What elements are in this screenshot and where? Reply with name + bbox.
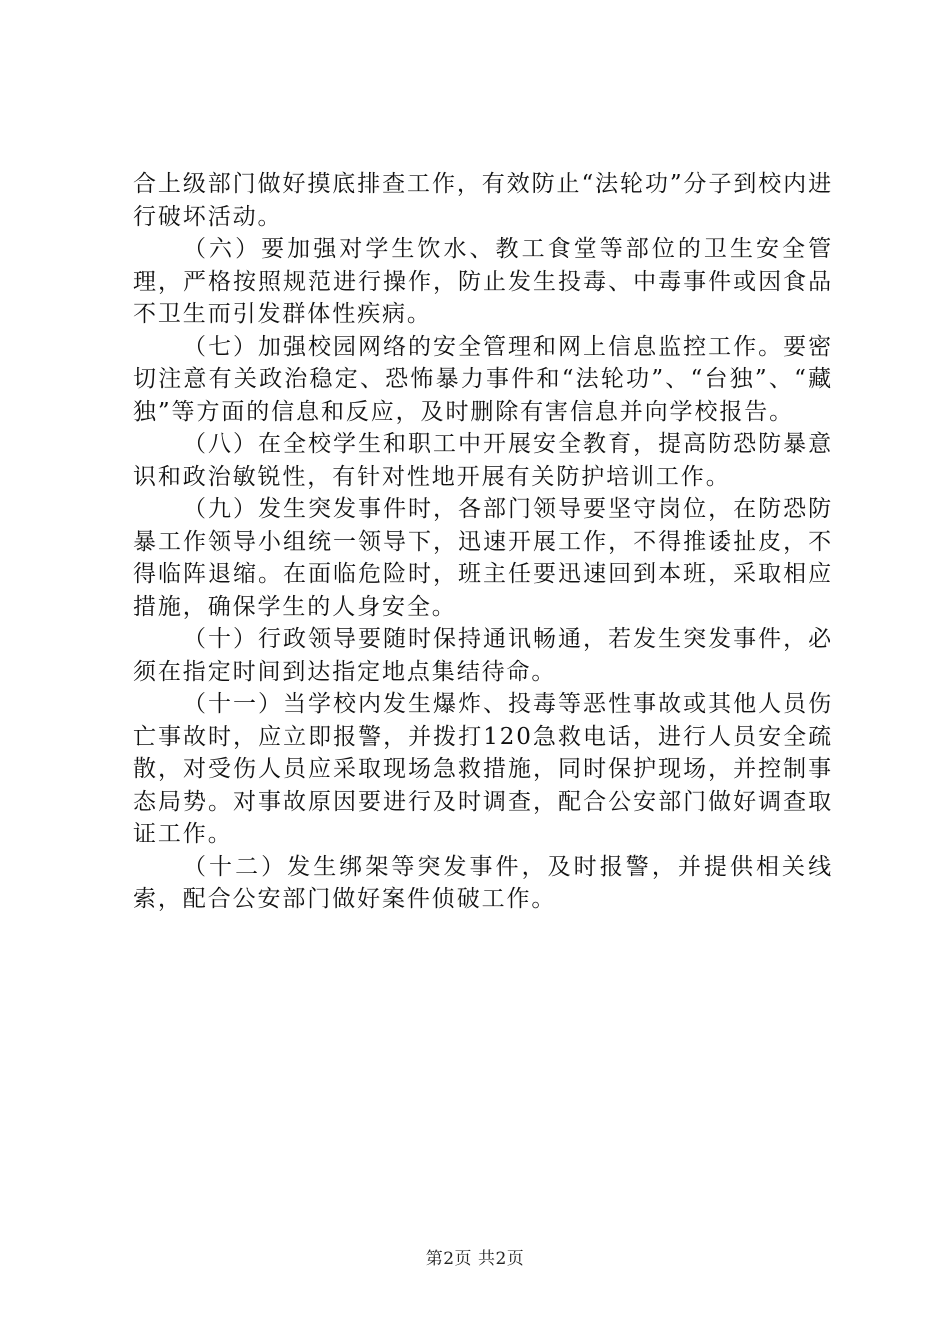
paragraph-9: （九）发生突发事件时，各部门领导要坚守岗位，在防恐防暴工作领导小组统一领导下，迅速开展工作，不得推诿扯皮，不得临阵退缩。在面临危险时，班主任要迅速回到本班，采取相应措施，确保学生的人身安全。 — [133, 496, 833, 620]
paragraph-8: （八）在全校学生和职工中开展安全教育，提高防恐防暴意识和政治敏锐性，有针对性地开展有关防护培训工作。 — [133, 431, 833, 490]
paragraph-7: （七）加强校园网络的安全管理和网上信息监控工作。要密切注意有关政治稳定、恐怖暴力事件和“法轮功”、“台独”、“藏独”等方面的信息和反应，及时删除有害信息并向学校报告。 — [133, 333, 833, 425]
paragraph-6: （六）要加强对学生饮水、教工食堂等部位的卫生安全管理，严格按照规范进行操作，防止发生投毒、中毒事件或因食品不卫生而引发群体性疾病。 — [133, 236, 833, 327]
continuation-paragraph: 合上级部门做好摸底排查工作，有效防止“法轮功”分子到校内进行破坏活动。 — [133, 171, 833, 230]
paragraph-10: （十）行政领导要随时保持通讯畅通，若发生突发事件，必须在指定时间到达指定地点集结待命。 — [133, 626, 833, 685]
document-body — [133, 168, 833, 916]
paragraph-12: （十二）发生绑架等突发事件，及时报警，并提供相关线索，配合公安部门做好案件侦破工作。 — [133, 853, 833, 912]
page-number: 第2页 共2页 — [425, 1249, 525, 1269]
paragraph-11: （十一）当学校内发生爆炸、投毒等恶性事故或其他人员伤亡事故时，应立即报警，并拨打120急救电话，进行人员安全疏散，对受伤人员应采取现场急救措施，同时保护现场，并控制事态局势。对事故原因要进行及时调查，配合公安部门做好调查取证工作。 — [133, 691, 833, 847]
